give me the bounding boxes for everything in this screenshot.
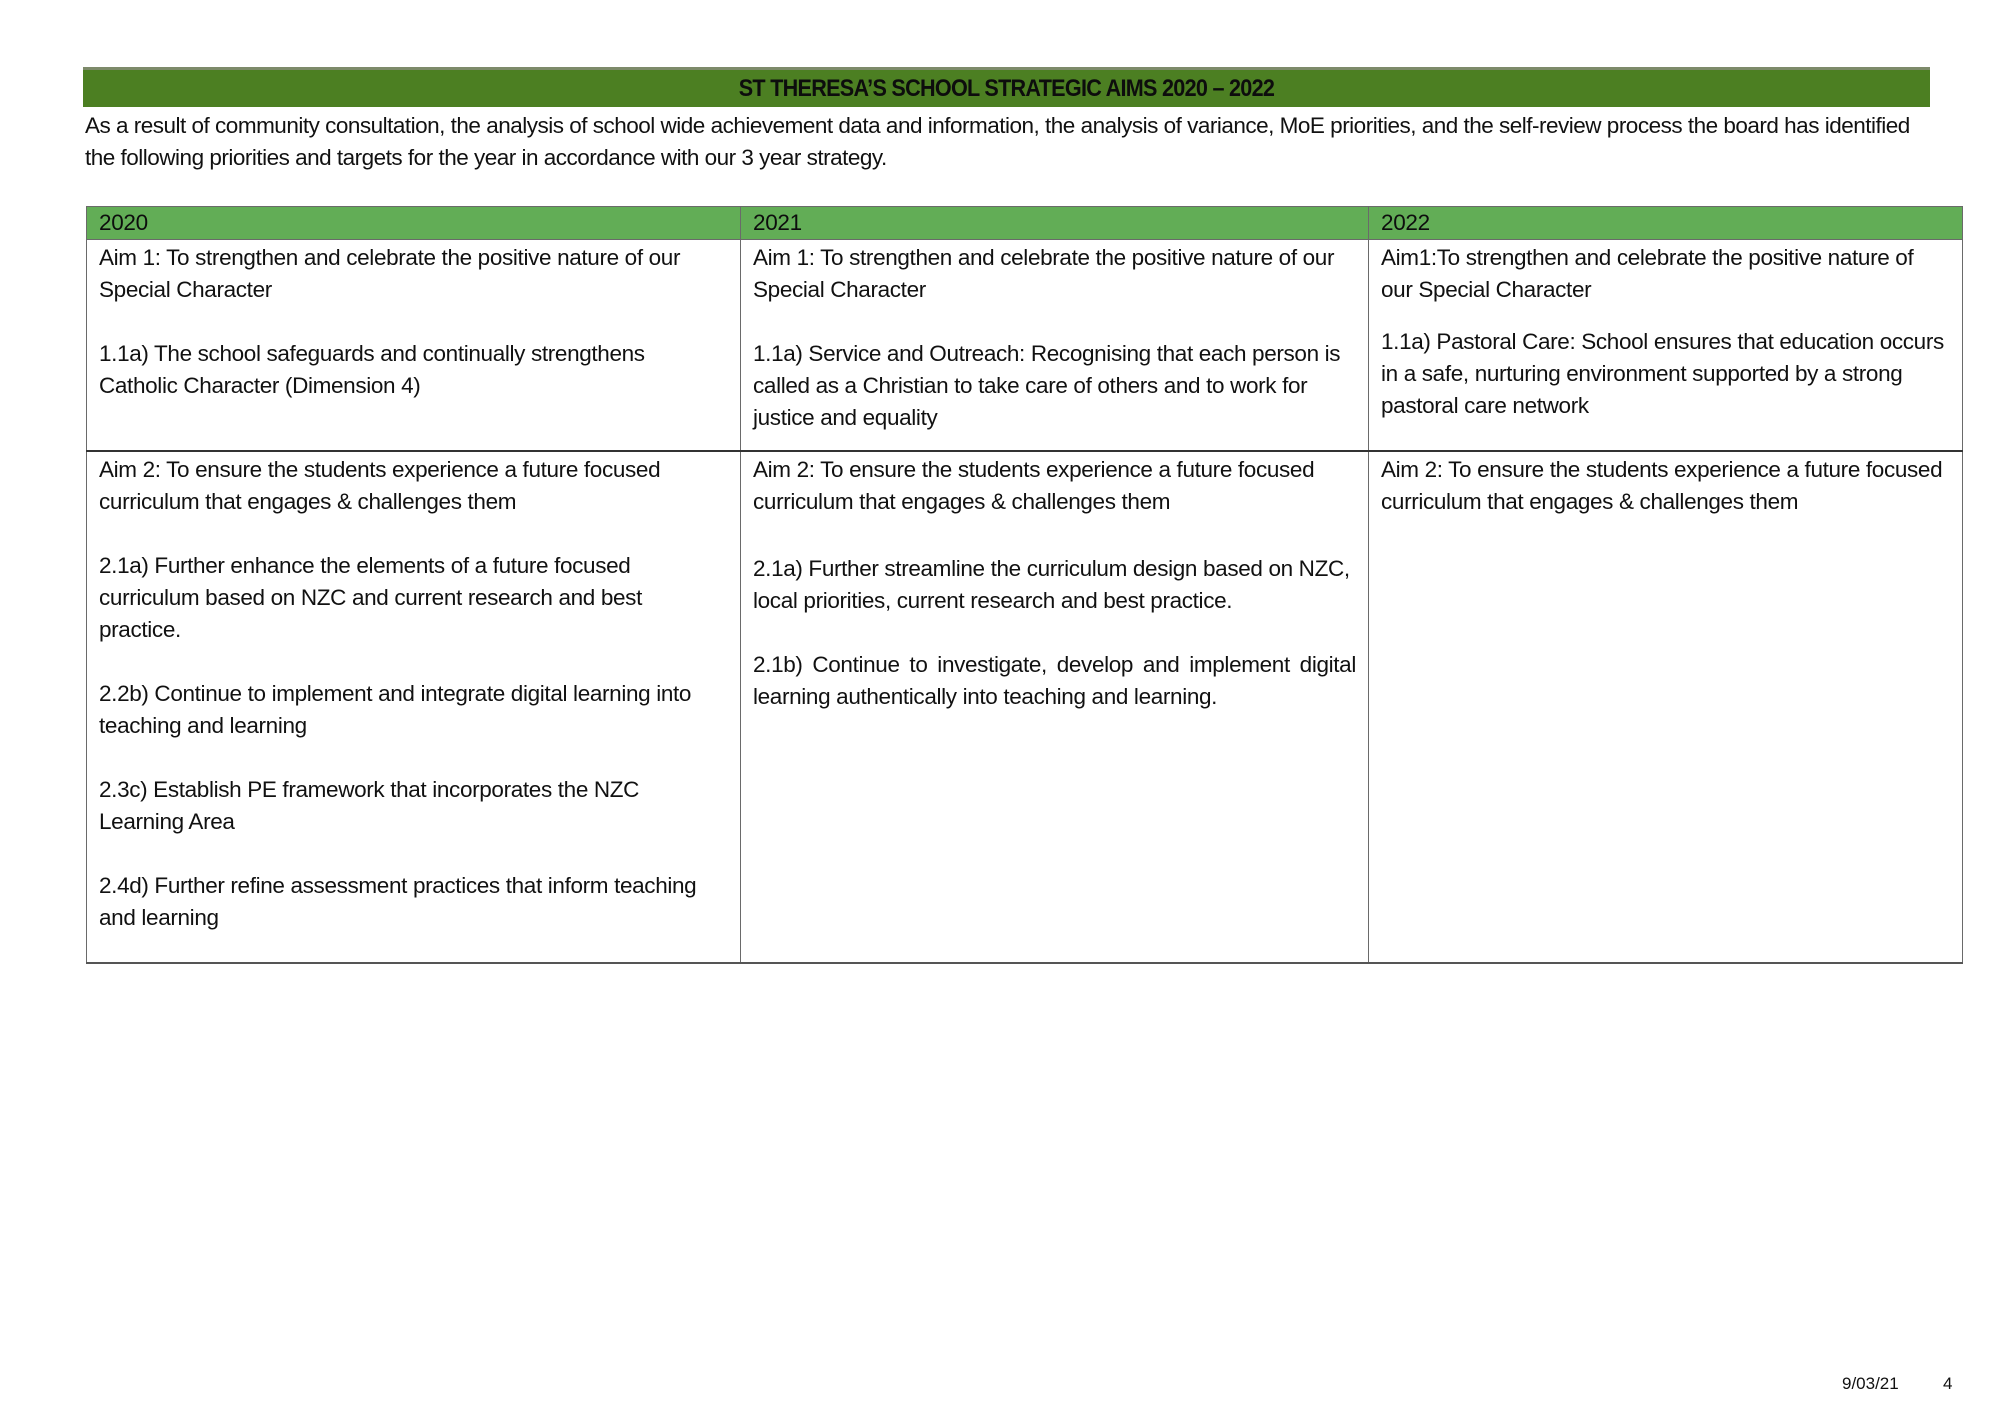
cell-2021-aim-2 <box>741 451 1369 963</box>
column-header-2022: 2022 <box>1369 207 1963 240</box>
column-header-2021: 2021 <box>741 207 1369 240</box>
aim-item: 2.1a) Further streamline the curriculum design based on NZC, local priorities, current research and best practice. <box>753 556 1350 613</box>
aim-item: 2.1a) Further enhance the elements of a future focused curriculum based on NZC and current research and best practice. <box>99 553 642 642</box>
strategic-aims-table <box>86 206 1963 964</box>
cell-2020-aim-1 <box>87 240 741 452</box>
intro-paragraph: As a result of community consultation, the analysis of school wide achievement data and information, the analysis of variance, MoE priorities, and the self-review process the board has identified the following priorities and targets for the year in accordance with our 3 year strategy. <box>85 113 1910 170</box>
aim-statement: Aim 1: To strengthen and celebrate the positive nature of our Special Character <box>753 245 1335 302</box>
aim-statement: Aim 2: To ensure the students experience a future focused curriculum that engages & challenges them <box>753 457 1315 514</box>
column-header-2020: 2020 <box>87 207 741 240</box>
aim-item: 1.1a) Pastoral Care: School ensures that education occurs in a safe, nurturing environment supported by a strong pastoral care network <box>1381 329 1944 418</box>
aim-item: 1.1a) The school safeguards and continually strengthens Catholic Character (Dimension 4) <box>99 341 645 398</box>
aim-item: 2.1b) Continue to investigate, develop and implement digital learning authentically into teaching and learning. <box>753 652 1356 709</box>
aim-statement: Aim 1: To strengthen and celebrate the positive nature of our Special Character <box>99 245 681 302</box>
aim-item: 1.1a) Service and Outreach: Recognising that each person is called as a Christian to take care of others and to work for justice and equality <box>753 341 1341 430</box>
aim-statement: Aim 2: To ensure the students experience a future focused curriculum that engages & challenges them <box>99 457 661 514</box>
cell-2020-aim-2 <box>87 451 741 963</box>
aim-item: 2.2b) Continue to implement and integrate digital learning into teaching and learning <box>99 681 692 738</box>
aim-item: 2.4d) Further refine assessment practices that inform teaching and learning <box>99 873 697 930</box>
cell-2022-aim-1 <box>1369 240 1963 452</box>
table-row-aim-1 <box>87 240 1963 452</box>
aim-statement: Aim 2: To ensure the students experience a future focused curriculum that engages & challenges them <box>1381 457 1943 514</box>
table-header-row <box>87 207 1963 240</box>
footer-date: 9/03/21 <box>1842 1374 1899 1393</box>
cell-2022-aim-2 <box>1369 451 1963 963</box>
cell-2021-aim-1 <box>741 240 1369 452</box>
table-row-aim-2 <box>87 451 1963 963</box>
aim-statement: Aim1:To strengthen and celebrate the positive nature of our Special Character <box>1381 245 1914 302</box>
document-title: ST THERESA’S SCHOOL STRATEGIC AIMS 2020 – 2022 <box>738 74 1275 102</box>
aim-item: 2.3c) Establish PE framework that incorporates the NZC Learning Area <box>99 777 640 834</box>
page-number: 4 <box>1943 1374 1953 1393</box>
title-bar <box>83 67 1930 107</box>
